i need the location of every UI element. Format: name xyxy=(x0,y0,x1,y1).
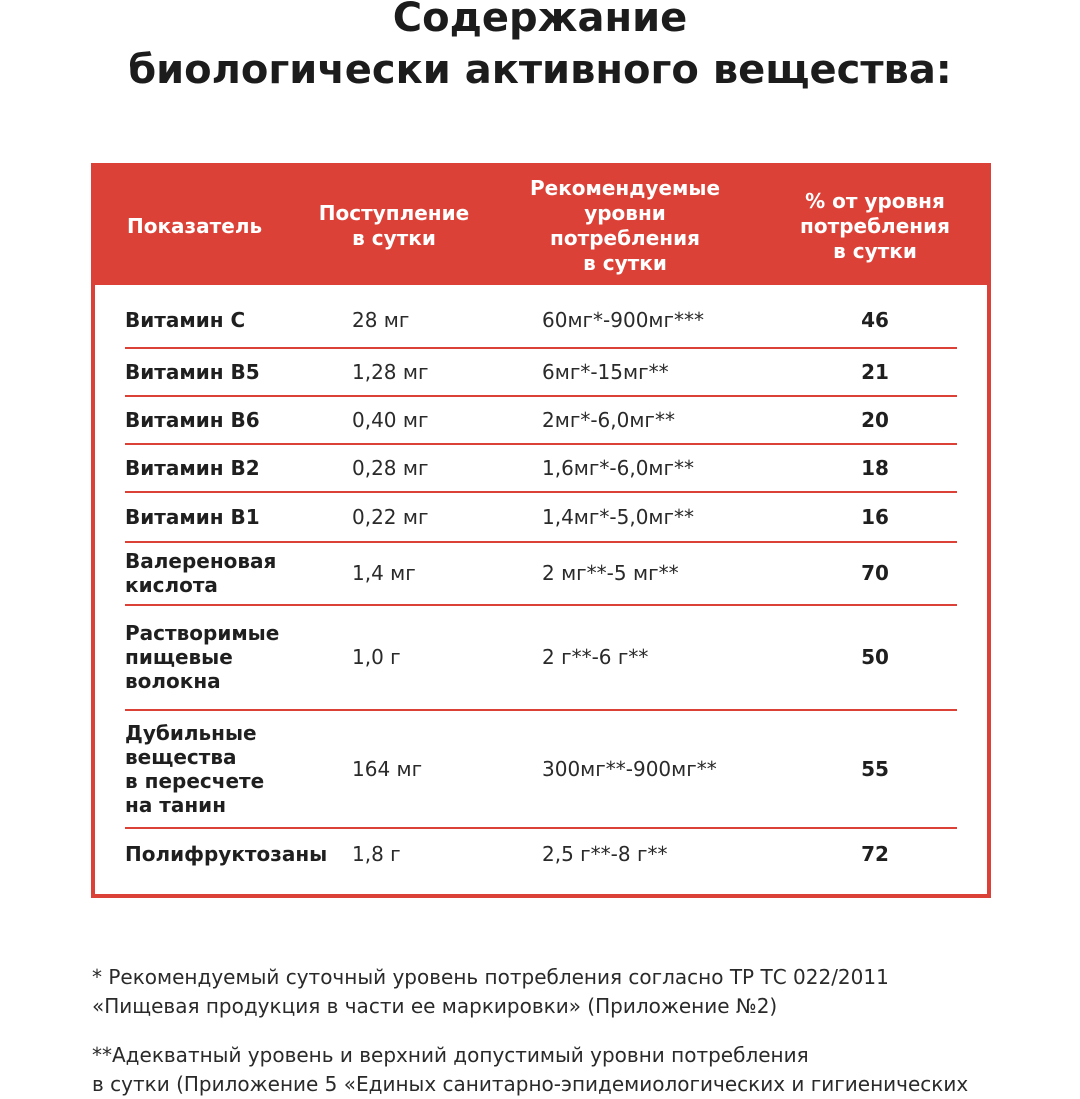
table-row xyxy=(95,397,987,443)
row-percent: 55 xyxy=(861,757,889,781)
header-recommended: Рекомендуемые уровни потребления в сутки xyxy=(529,176,721,275)
row-recommended: 2 мг**-5 мг** xyxy=(542,561,679,585)
row-recommended: 2,5 г**-8 г** xyxy=(542,842,668,866)
row-percent: 20 xyxy=(861,408,889,432)
table-row xyxy=(95,349,987,395)
row-percent: 21 xyxy=(861,360,889,384)
table-row xyxy=(95,543,987,603)
row-recommended: 60мг*-900мг*** xyxy=(542,308,705,332)
row-intake: 1,8 г xyxy=(352,842,401,866)
row-indicator: Витамин B2 xyxy=(125,456,260,480)
row-indicator: Полифруктозаны xyxy=(125,842,328,866)
row-percent: 18 xyxy=(861,456,889,480)
row-indicator: Растворимые пищевые волокна xyxy=(125,621,280,693)
row-indicator: Витамин B1 xyxy=(125,505,260,529)
row-indicator: Витамин С xyxy=(125,308,246,332)
row-percent: 72 xyxy=(861,842,889,866)
title-line-1: Содержание xyxy=(392,0,688,41)
header-intake: Поступление в сутки xyxy=(318,201,470,250)
row-recommended: 300мг**-900мг** xyxy=(542,757,717,781)
row-percent: 70 xyxy=(861,561,889,585)
row-intake: 0,22 мг xyxy=(352,505,429,529)
row-recommended: 6мг*-15мг** xyxy=(542,360,669,384)
table-header xyxy=(95,167,987,285)
row-intake: 0,40 мг xyxy=(352,408,429,432)
table-row xyxy=(95,445,987,491)
row-percent: 46 xyxy=(861,308,889,332)
row-indicator: Дубильные вещества в пересчете на танин xyxy=(125,721,265,817)
row-intake: 1,0 г xyxy=(352,645,401,669)
row-indicator: Валереновая кислота xyxy=(125,549,277,597)
table-row xyxy=(95,711,987,827)
page-title xyxy=(0,0,1080,96)
table-row xyxy=(95,295,987,345)
title-line-2: биологически активного вещества: xyxy=(128,47,952,93)
row-intake: 164 мг xyxy=(352,757,423,781)
row-percent: 16 xyxy=(861,505,889,529)
table-row xyxy=(95,829,987,879)
header-percent: % от уровня потребления в сутки xyxy=(800,188,950,263)
row-intake: 1,4 мг xyxy=(352,561,416,585)
footnote-1: * Рекомендуемый суточный уровень потребления согласно ТР ТС 022/2011 «Пищевая продукция в части ее маркировки» (Приложение №2) xyxy=(92,965,889,1018)
row-indicator: Витамин B5 xyxy=(125,360,260,384)
row-intake: 1,28 мг xyxy=(352,360,429,384)
row-recommended: 1,6мг*-6,0мг** xyxy=(542,456,695,480)
row-recommended: 2 г**-6 г** xyxy=(542,645,649,669)
row-percent: 50 xyxy=(861,645,889,669)
row-indicator: Витамин B6 xyxy=(125,408,260,432)
row-recommended: 2мг*-6,0мг** xyxy=(542,408,675,432)
footnote-2: **Адекватный уровень и верхний допустимый уровни потребления в сутки (Приложение 5 «Единых санитарно-эпидемиологических и гигиенических xyxy=(92,1043,969,1096)
table-row xyxy=(95,606,987,708)
nutrient-table xyxy=(91,163,991,898)
table-row xyxy=(95,493,987,541)
header-indicator: Показатель xyxy=(127,213,263,238)
row-intake: 28 мг xyxy=(352,308,410,332)
row-recommended: 1,4мг*-5,0мг** xyxy=(542,505,695,529)
row-intake: 0,28 мг xyxy=(352,456,429,480)
